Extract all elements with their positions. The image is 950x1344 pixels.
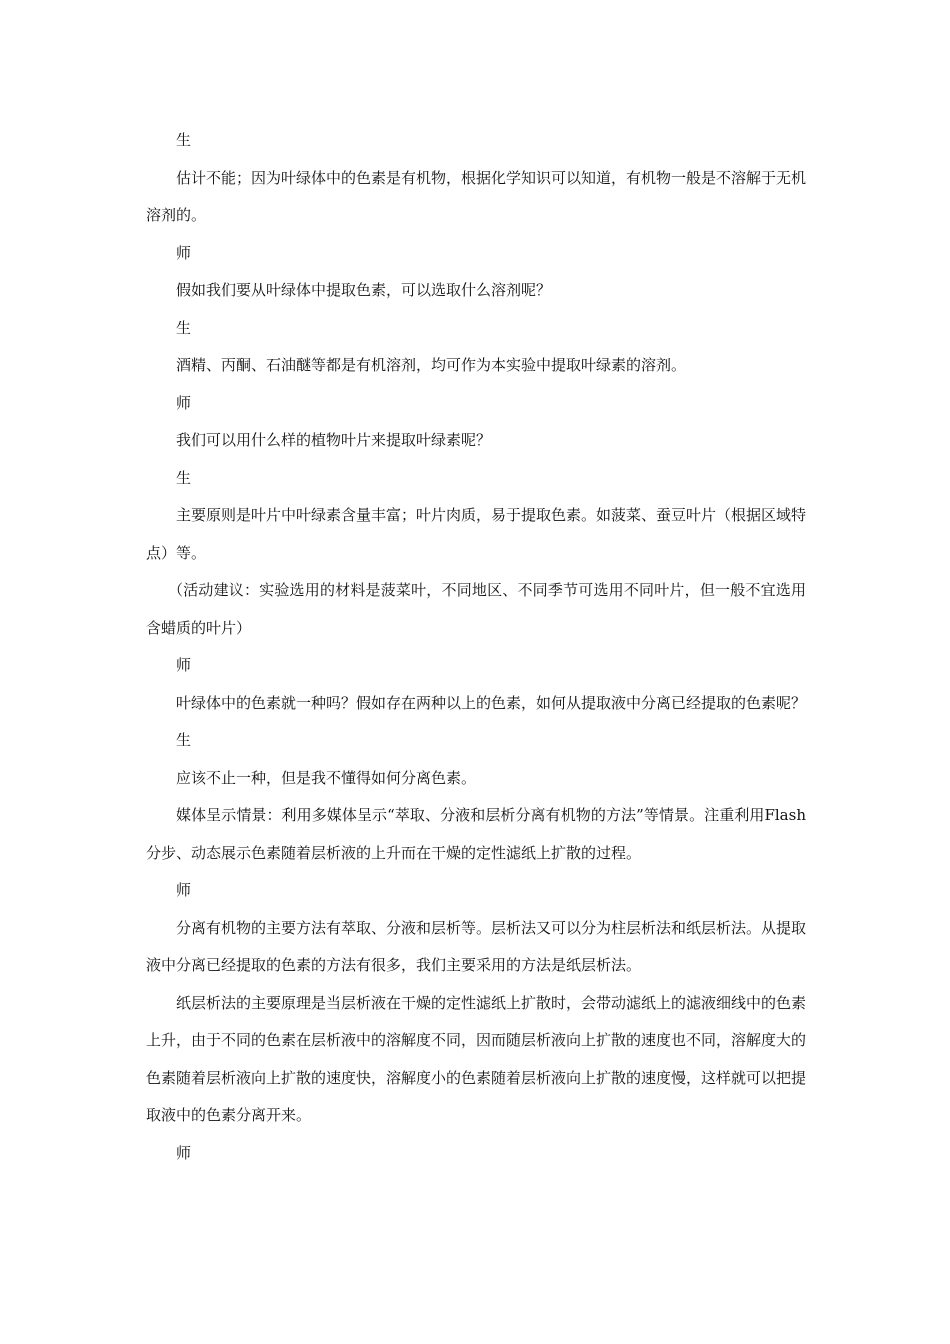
paragraph: 假如我们要从叶绿体中提取色素，可以选取什么溶剂呢？	[176, 281, 552, 299]
paragraph: 分离有机物的主要方法有萃取、分液和层析等。层析法又可以分为柱层析法和纸层析法。从提取液中分离已经提取的色素的方法有很多，我们主要采用的方法是纸层析法。	[146, 918, 807, 974]
speaker-label-student: 生	[176, 318, 192, 337]
paragraph: 酒精、丙酮、石油醚等都是有机溶剂，均可作为本实验中提取叶绿素的溶剂。	[176, 356, 687, 374]
speaker-label-student: 生	[176, 131, 192, 149]
speaker-label-student: 生	[176, 731, 192, 749]
speaker-label-student: 生	[176, 468, 192, 487]
paragraph: 应该不止一种，但是我不懂得如何分离色素。	[176, 768, 477, 787]
paragraph: 我们可以用什么样的植物叶片来提取叶绿素呢？	[176, 431, 492, 449]
speaker-label-teacher: 师	[176, 881, 192, 899]
paragraph: 媒体呈示情景：利用多媒体呈示“萃取、分液和层析分离有机物的方法”等情景。注重利用Flash分步、动态展示色素随着层析液的上升而在干燥的定性滤纸上扩散的过程。	[146, 806, 806, 862]
document-page	[146, 122, 806, 1172]
speaker-label-teacher: 师	[176, 1143, 192, 1162]
speaker-label-teacher: 师	[176, 393, 192, 412]
paragraph: 纸层析法的主要原理是当层析液在干燥的定性滤纸上扩散时，会带动滤纸上的滤液细线中的色素上升，由于不同的色素在层析液中的溶解度不同，因而随层析液向上扩散的速度也不同，溶解度大的色素随着层析液向上扩散的速度快，溶解度小的色素随着层析液向上扩散的速度慢，这样就可以把提取液中的色素分离开来。	[146, 993, 807, 1124]
paragraph: 主要原则是叶片中叶绿素含量丰富；叶片肉质，易于提取色素。如菠菜、蚕豆叶片（根据区域特点）等。	[146, 506, 807, 562]
speaker-label-teacher: 师	[176, 656, 192, 674]
activity-note: （活动建议：实验选用的材料是菠菜叶，不同地区、不同季节可选用不同叶片，但一般不宜选用含蜡质的叶片）	[146, 581, 806, 637]
paragraph: 估计不能；因为叶绿体中的色素是有机物，根据化学知识可以知道，有机物一般是不溶解于无机溶剂的。	[146, 168, 807, 224]
speaker-label-teacher: 师	[176, 243, 192, 262]
paragraph: 叶绿体中的色素就一种吗？假如存在两种以上的色素，如何从提取液中分离已经提取的色素呢？	[176, 693, 807, 712]
